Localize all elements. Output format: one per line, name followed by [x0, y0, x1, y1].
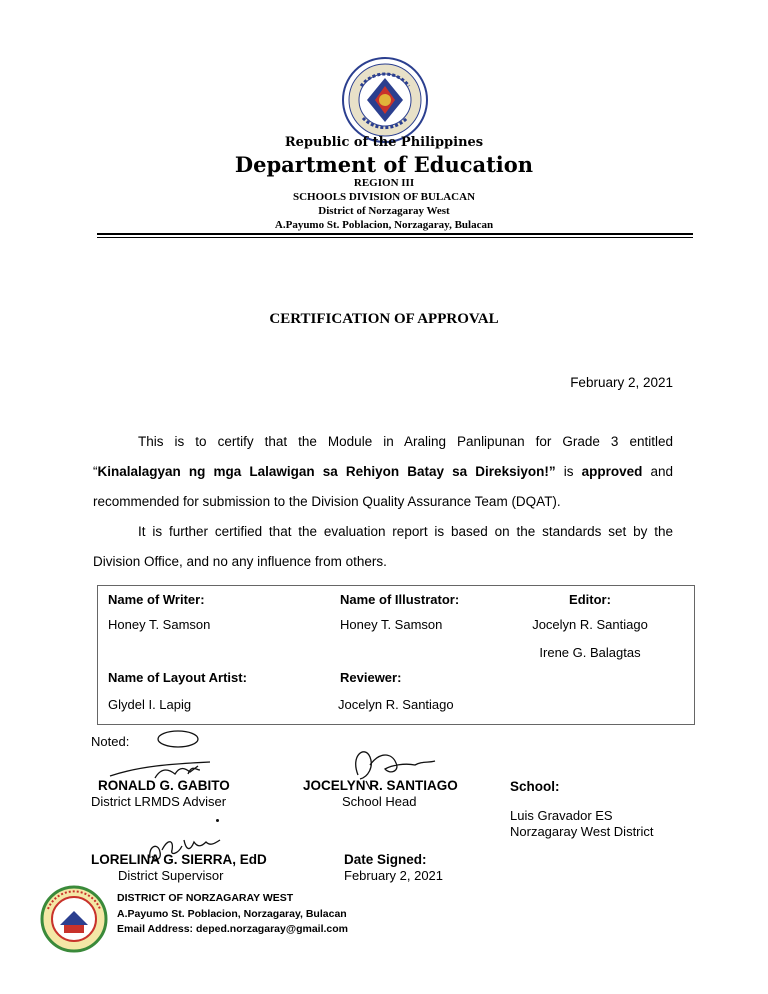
- school-label: School:: [510, 779, 560, 794]
- footer-office: DISTRICT OF NORZAGARAY WEST: [117, 892, 294, 904]
- paragraph2-line1: It is further certified that the evaluation report is based on the standards set by the: [138, 524, 673, 539]
- document-date: February 2, 2021: [570, 375, 673, 390]
- text-and: and: [642, 464, 673, 479]
- illustrator-label: Name of Illustrator:: [340, 592, 460, 607]
- footer-email: Email Address: deped.norzagaray@gmail.com: [117, 923, 348, 935]
- footer-address: A.Payumo St. Poblacion, Norzagaray, Bulacan: [117, 908, 347, 920]
- editor-name-2: Irene G. Balagtas: [539, 645, 641, 660]
- reviewer-name: Jocelyn R. Santiago: [338, 697, 454, 712]
- school-name: Luis Gravador ES: [510, 808, 613, 823]
- header-divider-thin: [97, 237, 693, 238]
- open-quote: “: [93, 464, 98, 479]
- school-head-name: JOCELYN R. SANTIAGO: [303, 778, 458, 793]
- division-line: SCHOOLS DIVISION OF BULACAN: [292, 191, 476, 203]
- header-divider-thick: [97, 233, 693, 235]
- writer-name: Honey T. Samson: [108, 617, 211, 632]
- date-signed-label: Date Signed:: [344, 852, 427, 867]
- paragraph2-line2: Division Office, and no any influence from others.: [93, 554, 387, 569]
- layout-artist-label: Name of Layout Artist:: [108, 670, 247, 685]
- adviser-name: RONALD G. GABITO: [98, 778, 230, 793]
- district-line: District of Norzagaray West: [318, 205, 450, 217]
- text-is: is: [555, 464, 582, 479]
- supervisor-name: LORELINA G. SIERRA, EdD: [91, 852, 267, 867]
- adviser-title: District LRMDS Adviser: [91, 794, 227, 809]
- reviewer-label: Reviewer:: [340, 670, 402, 685]
- deped-seal-logo: [341, 56, 429, 144]
- editor-label: Editor:: [569, 592, 611, 607]
- district-logo: [40, 885, 108, 953]
- illustrator-name: Honey T. Samson: [340, 617, 443, 632]
- noted-label: Noted:: [91, 734, 130, 749]
- header-address: A.Payumo St. Poblacion, Norzagaray, Bulacan: [274, 219, 494, 231]
- document-title: CERTIFICATION OF APPROVAL: [269, 311, 499, 327]
- school-head-title: School Head: [342, 794, 417, 809]
- paragraph1-line2: [93, 462, 673, 482]
- department-name: Department of Education: [234, 152, 534, 177]
- paragraph1-line1: This is to certify that the Module in Araling Panlipunan for Grade 3 entitled: [138, 434, 673, 449]
- school-district: Norzagaray West District: [510, 824, 654, 839]
- date-signed-value: February 2, 2021: [344, 868, 444, 883]
- approved-word: approved: [581, 464, 643, 479]
- supervisor-title: District Supervisor: [118, 868, 224, 883]
- paragraph1-line3: recommended for submission to the Division Quality Assurance Team (DQAT).: [93, 494, 561, 509]
- ink-dot: [216, 819, 219, 822]
- writer-label: Name of Writer:: [108, 592, 205, 607]
- region-line: REGION III: [353, 177, 415, 189]
- module-title: Kinalalagyan ng mga Lalawigan sa Rehiyon Batay sa Direksiyon!”: [97, 464, 556, 479]
- editor-name-1: Jocelyn R. Santiago: [532, 617, 648, 632]
- republic-line: Republic of the Philippines: [284, 135, 484, 150]
- adviser-signature: [100, 726, 260, 786]
- layout-artist-name: Glydel I. Lapig: [108, 697, 192, 712]
